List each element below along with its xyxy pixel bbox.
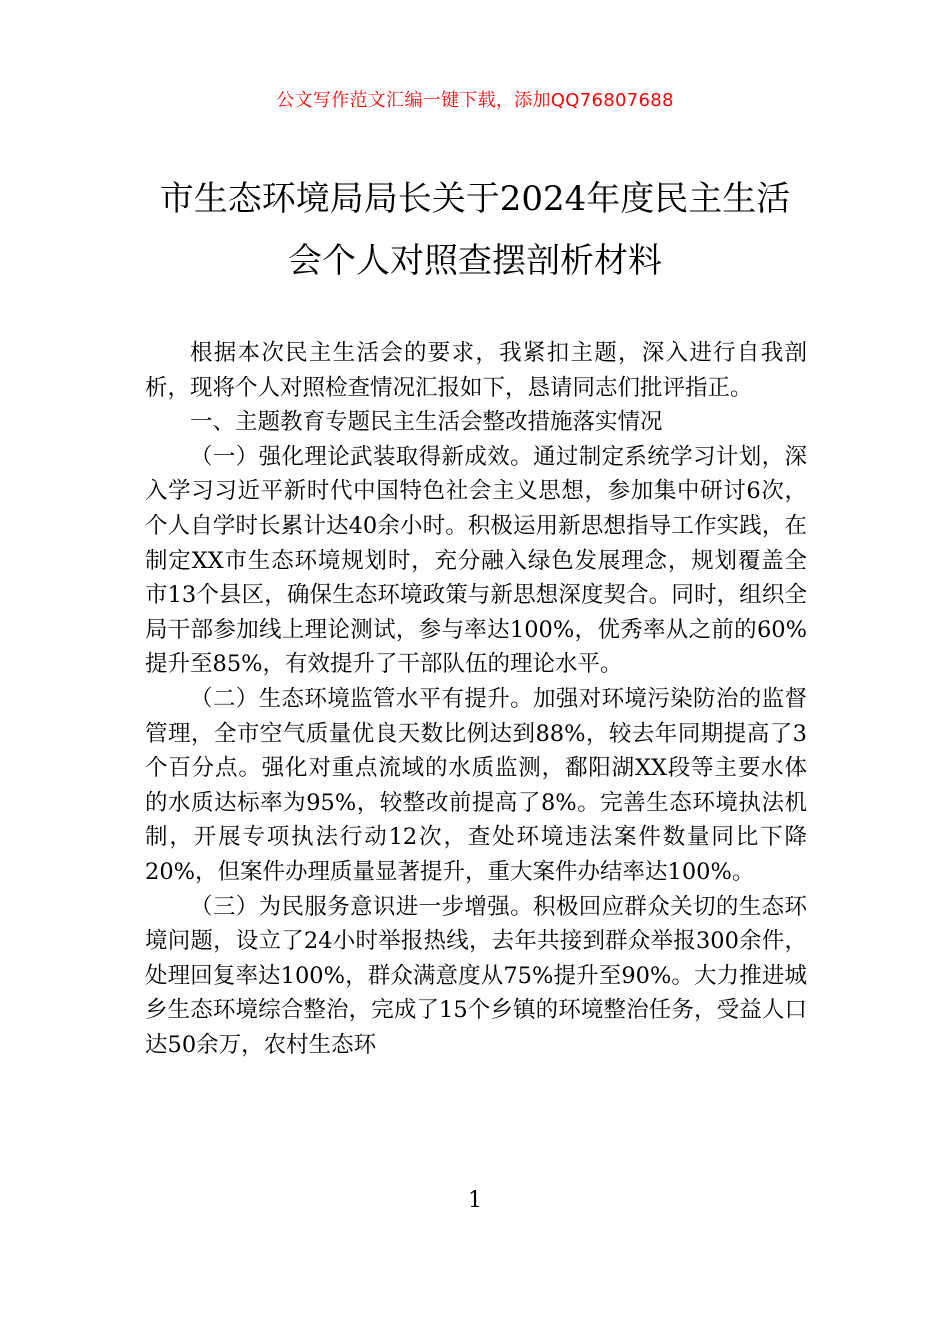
body-paragraph: （一）强化理论武装取得新成效。通过制定系统学习计划，深入学习习近平新时代中国特色社会主义思想，参加集中研讨6次，个人自学时长累计达40余小时。积极运用新思想指导工作实践，在制定XX市生态环境规划时，充分融入绿色发展理念，规划覆盖全市13个县区，确保生态环境政策与新思想深度契合。同时，组织全局干部参加线上理论测试，参与率达100%，优秀率从之前的60%提升至85%，有效提升了干部队伍的理论水平。 xyxy=(145,443,807,678)
section-heading: 一、主题教育专题民主生活会整改措施落实情况 xyxy=(190,409,663,436)
page-number: 1 xyxy=(468,1188,482,1213)
body-paragraph: （二）生态环境监管水平有提升。加强对环境污染防治的监督管理，全市空气质量优良天数比例达到88%，较去年同期提高了3个百分点。强化对重点流域的水质监测，鄱阳湖XX段等主要水体的水质达标率为95%，较整改前提高了8%。完善生态环境执法机制，开展专项执法行动12次，查处环境违法案件数量同比下降20%，但案件办理质量显著提升，重大案件办结率达100%。 xyxy=(145,685,807,885)
download-notice: 公文写作范文汇编一键下载，添加QQ76807688 xyxy=(276,90,674,111)
intro-paragraph: 根据本次民主生活会的要求，我紧扣主题，深入进行自我剖析，现将个人对照检查情况汇报如下，恳请同志们批评指正。 xyxy=(145,340,807,401)
document-title: 市生态环境局局长关于2024年度民主生活会个人对照查摆剖析材料 xyxy=(159,179,791,281)
document-body xyxy=(145,336,807,1062)
body-paragraph: （三）为民服务意识进一步增强。积极回应群众关切的生态环境问题，设立了24小时举报热线，去年共接到群众举报300余件，处理回复率达100%，群众满意度从75%提升至90%。大力推进城乡生态环境综合整治，完成了15个乡镇的环境整治任务，受益人口达50余万，农村生态环 xyxy=(145,893,807,1058)
